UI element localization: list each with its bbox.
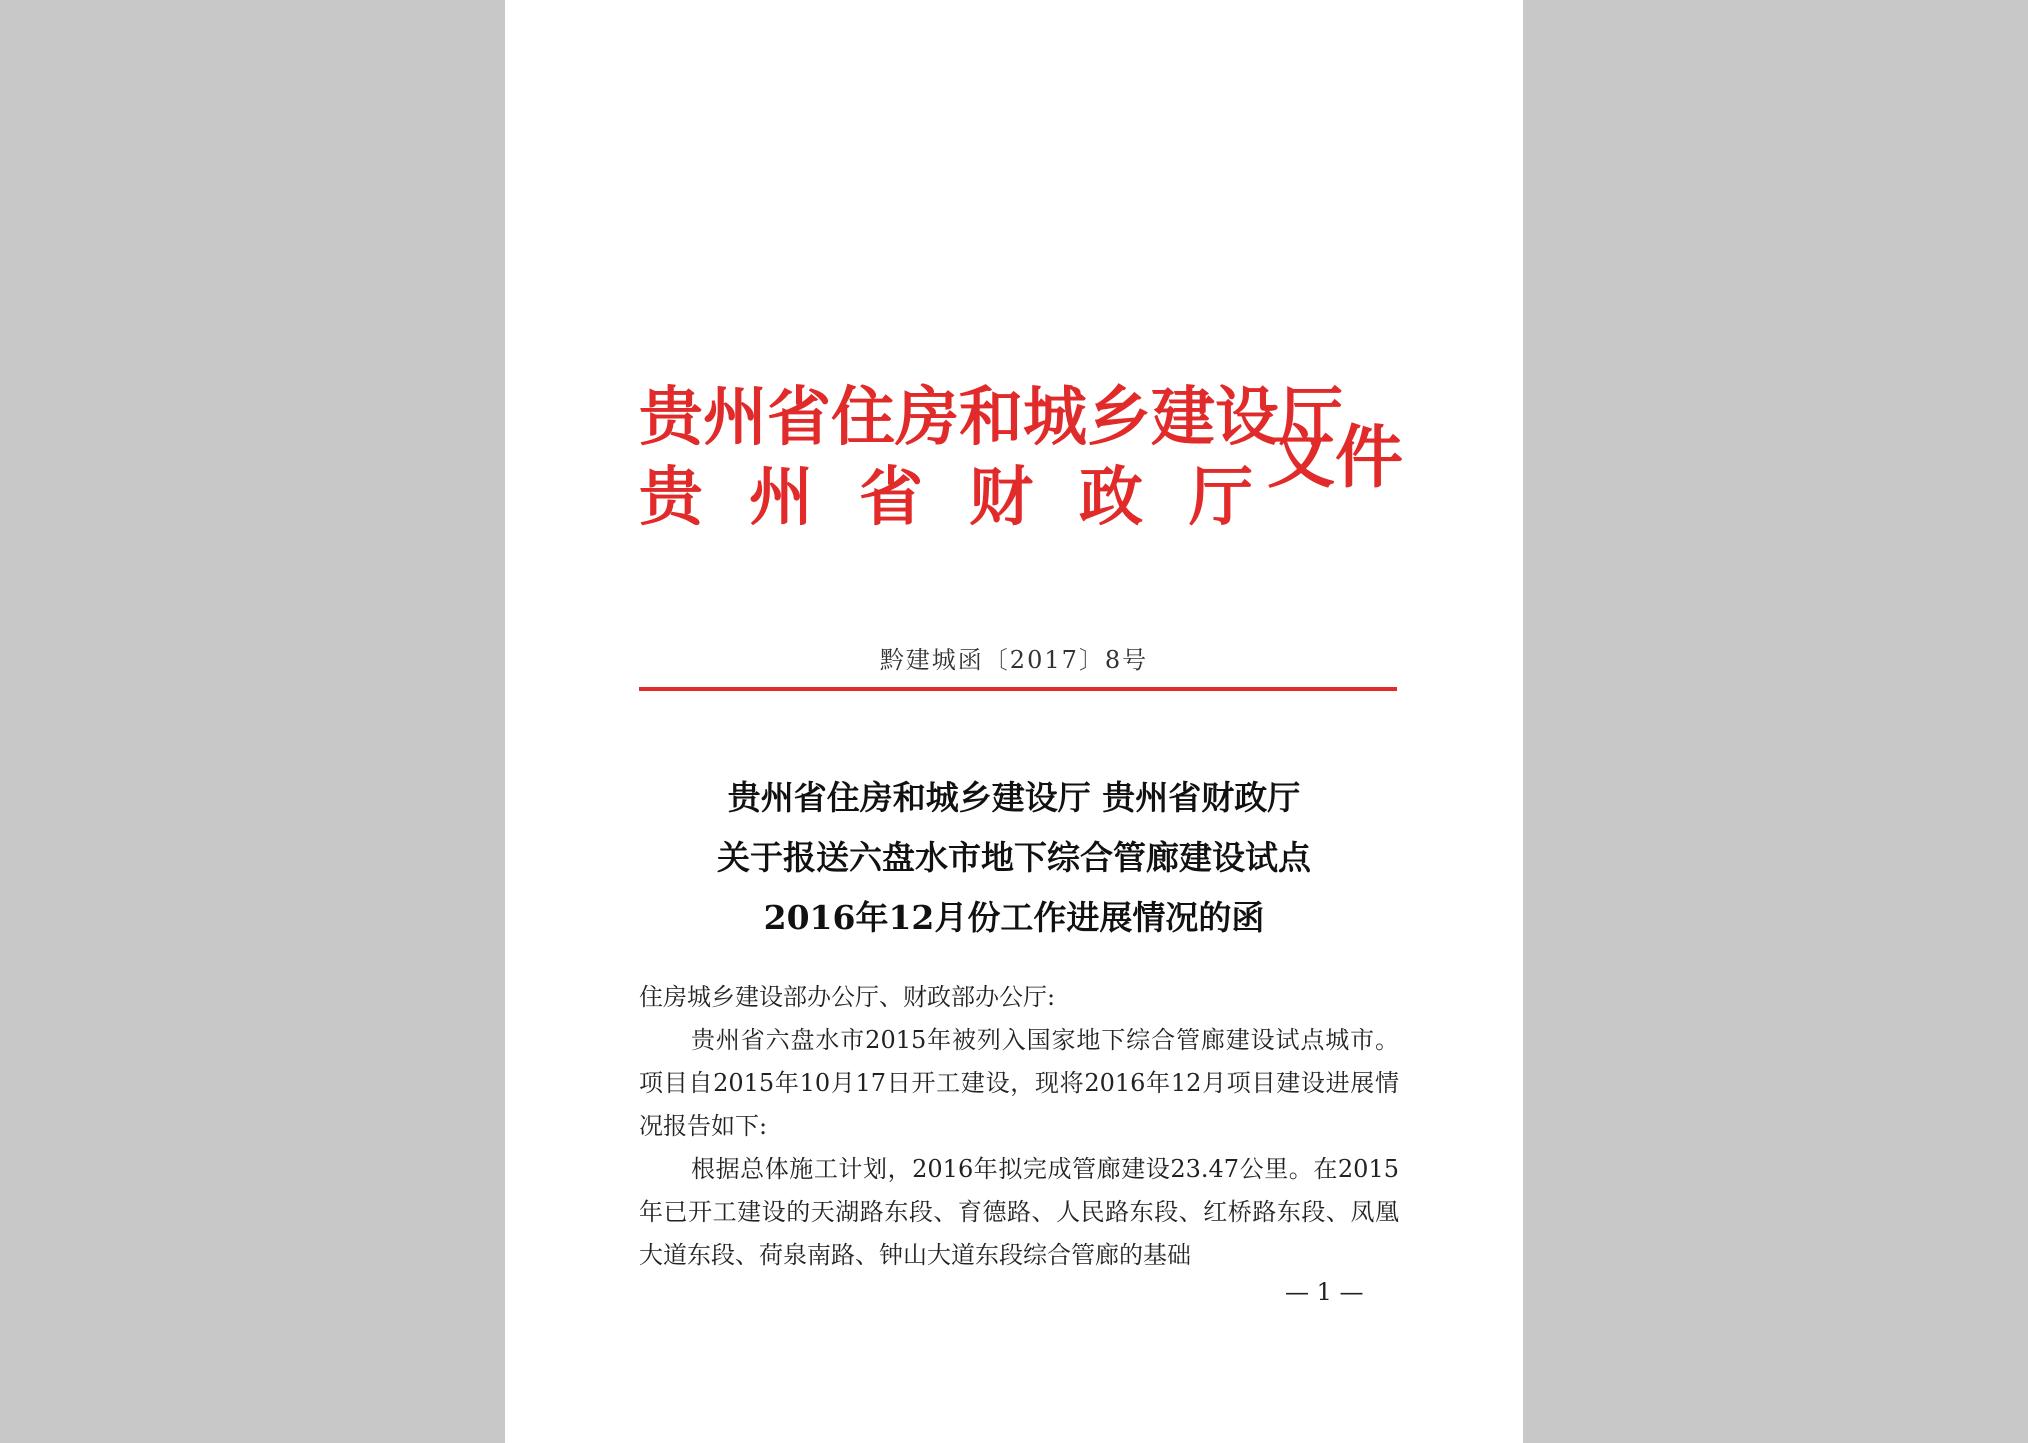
document-body	[639, 976, 1399, 1277]
issuer-char: 厅	[1189, 460, 1253, 535]
salutation: 住房城乡建设部办公厅、财政部办公厅:	[639, 983, 1056, 1011]
issuer-char: 州	[749, 460, 813, 535]
document-title	[505, 768, 1523, 948]
body-paragraph: 根据总体施工计划，2016年拟完成管廊建设23.47公里。在2015年已开工建设的天湖路东段、育德路、人民路东段、红桥路东段、凤凰大道东段、荷泉南路、钟山大道东段综合管廊的基础	[639, 1155, 1399, 1269]
document-number: 黔建城函〔2017〕8号	[879, 646, 1149, 674]
issuer-char: 财	[969, 460, 1033, 535]
issuer-char: 省	[859, 460, 923, 535]
issuer-char: 贵	[639, 460, 703, 535]
title-line-2: 关于报送六盘水市地下综合管廊建设试点	[717, 838, 1311, 877]
issuer-char: 政	[1079, 460, 1143, 535]
issuer-name-housing: 贵州省住房和城乡建设厅	[639, 380, 1343, 455]
title-line-3: 2016年12月份工作进展情况的函	[763, 898, 1265, 937]
document-page	[505, 0, 1523, 1443]
issuer-name-finance	[639, 458, 1253, 538]
page-number: — 1 —	[1285, 1278, 1364, 1306]
document-type-label: 文件	[1267, 418, 1404, 498]
red-divider	[639, 687, 1397, 691]
body-paragraph: 贵州省六盘水市2015年被列入国家地下综合管廊建设试点城市。项目自2015年10月17日开工建设，现将2016年12月项目建设进展情况报告如下:	[639, 1026, 1399, 1140]
title-line-1: 贵州省住房和城乡建设厅 贵州省财政厅	[727, 778, 1301, 817]
